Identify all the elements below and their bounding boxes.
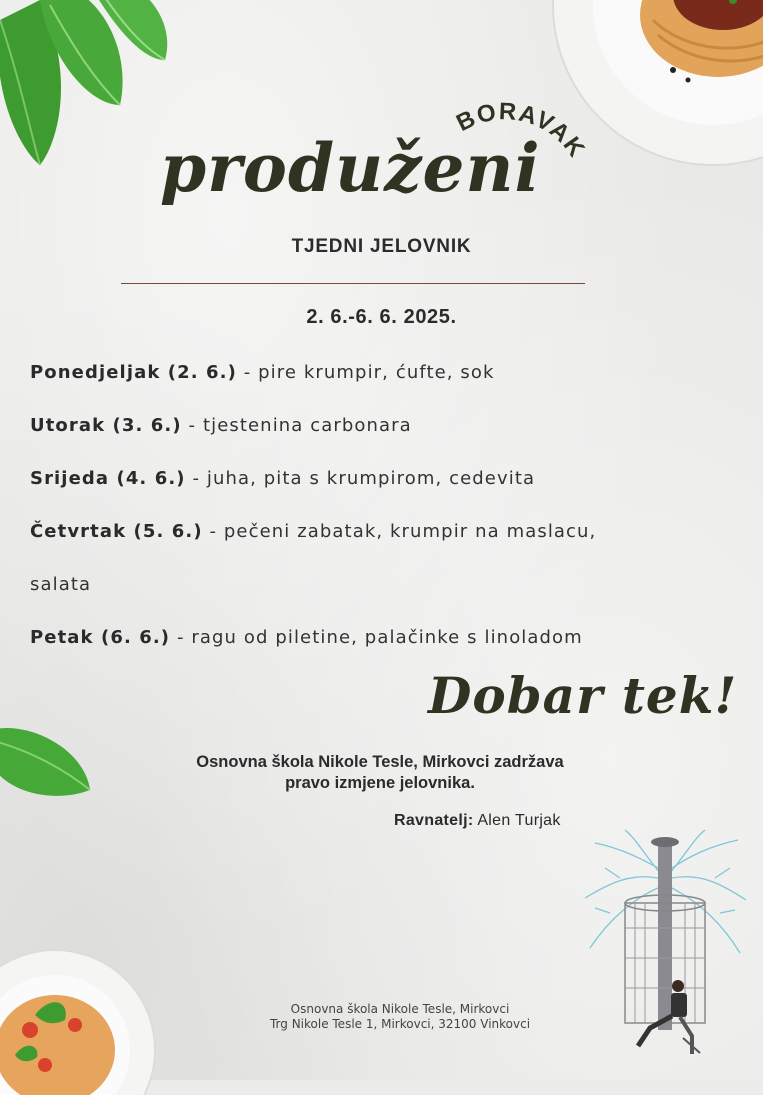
notice-line-2: pravo izmjene jelovnika. bbox=[285, 774, 475, 792]
menu-item-tuesday bbox=[30, 413, 730, 438]
meal-text: - pire krumpir, ćufte, sok bbox=[236, 362, 495, 383]
pasta-plate-icon bbox=[0, 945, 160, 1095]
weekly-menu bbox=[30, 360, 730, 678]
day-label: Srijeda (4. 6.) bbox=[30, 468, 186, 489]
day-label: Četvrtak (5. 6.) bbox=[30, 521, 203, 542]
day-label: Utorak (3. 6.) bbox=[30, 415, 182, 436]
greeting: Dobar tek! bbox=[428, 666, 738, 725]
menu-item-thursday bbox=[30, 505, 730, 611]
menu-item-friday bbox=[30, 625, 730, 650]
divider-line bbox=[121, 283, 585, 284]
meal-text: - ragu od piletine, palačinke s linoladom bbox=[170, 627, 583, 648]
spinach-leaves-icon bbox=[0, 0, 180, 180]
day-label: Ponedjeljak (2. 6.) bbox=[30, 362, 237, 383]
day-label: Petak (6. 6.) bbox=[30, 627, 171, 648]
leaf-icon bbox=[0, 720, 100, 810]
menu-item-wednesday bbox=[30, 466, 730, 491]
meal-text: - tjestenina carbonara bbox=[181, 415, 412, 436]
page-title: produženi bbox=[160, 129, 541, 207]
director-name: Alen Turjak bbox=[473, 812, 561, 829]
director-signature bbox=[394, 812, 561, 830]
meal-text-continued: salata bbox=[30, 574, 92, 595]
arc-word: BORAVAK bbox=[452, 98, 591, 164]
menu-item-monday bbox=[30, 360, 730, 385]
menu-subtitle: TJEDNI JELOVNIK bbox=[291, 236, 472, 257]
footer-line-2: Trg Nikole Tesle 1, Mirkovci, 32100 Vinkovci bbox=[269, 1017, 531, 1031]
school-address bbox=[200, 1002, 600, 1032]
footer-line-1: Osnovna škola Nikole Tesle, Mirkovci bbox=[290, 1002, 510, 1016]
notice-text bbox=[120, 752, 640, 794]
notice-line-1: Osnovna škola Nikole Tesle, Mirkovci zadržava bbox=[196, 753, 564, 771]
date-range: 2. 6.-6. 6. 2025. bbox=[306, 306, 457, 328]
director-label: Ravnatelj: bbox=[394, 812, 474, 829]
meal-text: - pečeni zabatak, krumpir na maslacu, bbox=[202, 521, 597, 542]
meal-text: - juha, pita s krumpirom, cedevita bbox=[185, 468, 536, 489]
tesla-tower-illustration bbox=[580, 828, 750, 1063]
